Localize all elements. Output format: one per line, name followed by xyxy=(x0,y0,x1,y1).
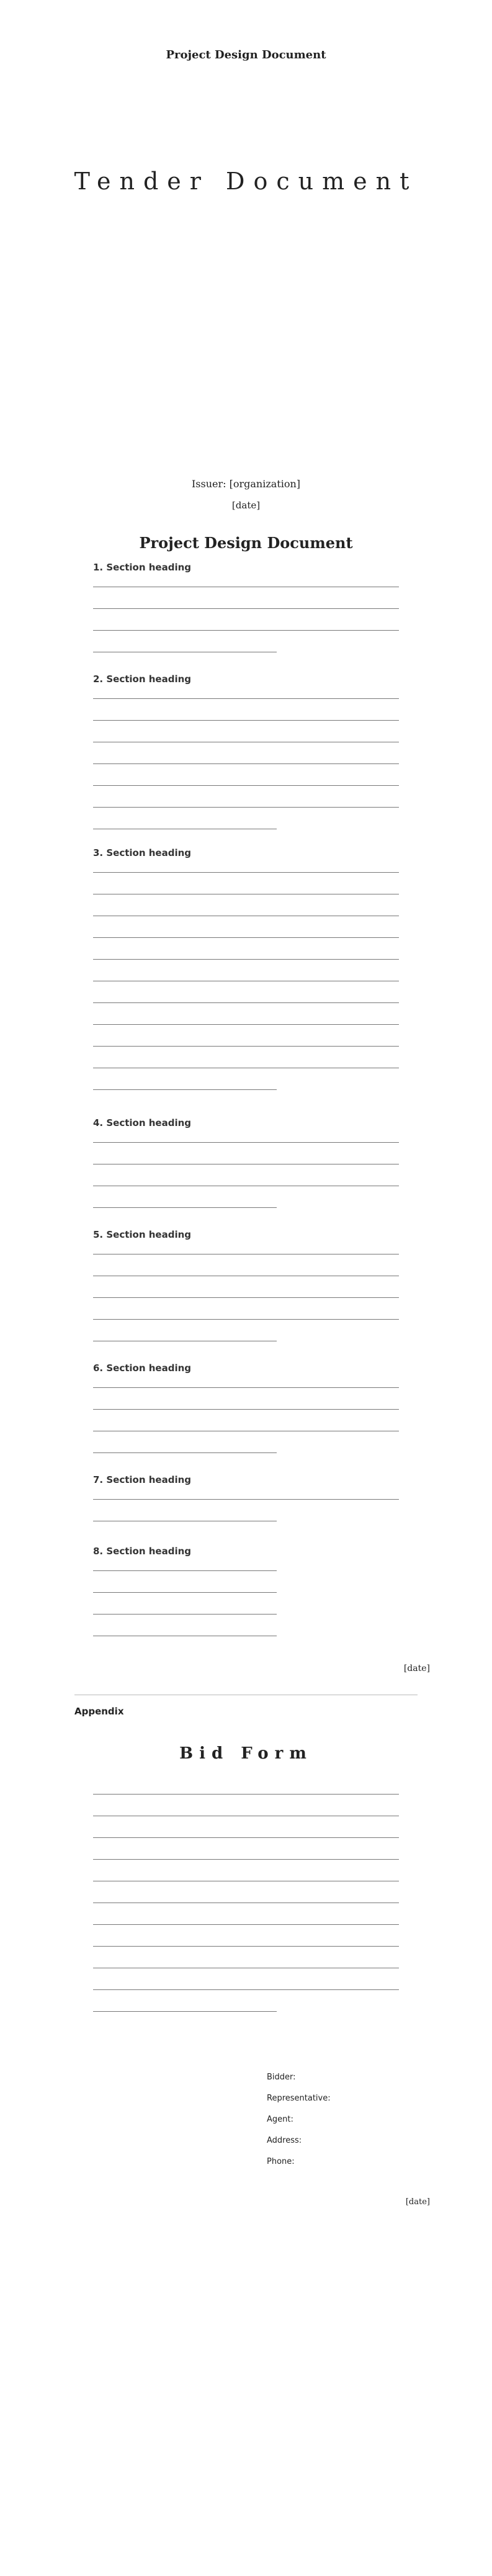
paragraph-placeholder xyxy=(93,1136,399,1223)
appendix-label: Appendix xyxy=(74,1706,124,1717)
cover-issuer: Issuer: [organization] xyxy=(191,478,301,490)
signature-label: Agent: xyxy=(267,2115,293,2124)
cover-project-title: Project Design Document xyxy=(166,48,326,61)
signature-label: Representative: xyxy=(267,2094,331,2103)
main-title: Project Design Document xyxy=(139,534,353,552)
cover-doc-title: Tender Document xyxy=(74,168,418,195)
paragraph-placeholder xyxy=(93,692,399,844)
paragraph-placeholder xyxy=(93,580,399,667)
form-body-placeholder xyxy=(93,1788,399,2027)
form-date: [date] xyxy=(405,2197,430,2207)
paragraph-placeholder xyxy=(93,1381,399,1468)
form-title: Bid Form xyxy=(179,1744,313,1763)
section-heading: 6. Section heading xyxy=(93,1362,192,1374)
section-heading: 1. Section heading xyxy=(93,562,192,573)
section-heading: 3. Section heading xyxy=(93,847,192,858)
signature-label: Address: xyxy=(267,2136,302,2145)
section-heading: 8. Section heading xyxy=(93,1546,192,1557)
paragraph-placeholder xyxy=(93,1564,399,1651)
cover-date: [date] xyxy=(231,500,261,511)
signature-label: Phone: xyxy=(267,2157,295,2166)
section-heading: 5. Section heading xyxy=(93,1229,192,1240)
paragraph-placeholder xyxy=(93,866,399,1105)
paragraph-placeholder xyxy=(93,1493,399,1536)
signature-label: Bidder: xyxy=(267,2073,296,2082)
paragraph-placeholder xyxy=(93,1248,399,1356)
sign-date: [date] xyxy=(403,1664,430,1673)
section-heading: 2. Section heading xyxy=(93,673,192,685)
signature-block xyxy=(267,2067,428,2173)
section-heading: 4. Section heading xyxy=(93,1117,192,1128)
section-heading: 7. Section heading xyxy=(93,1474,192,1485)
